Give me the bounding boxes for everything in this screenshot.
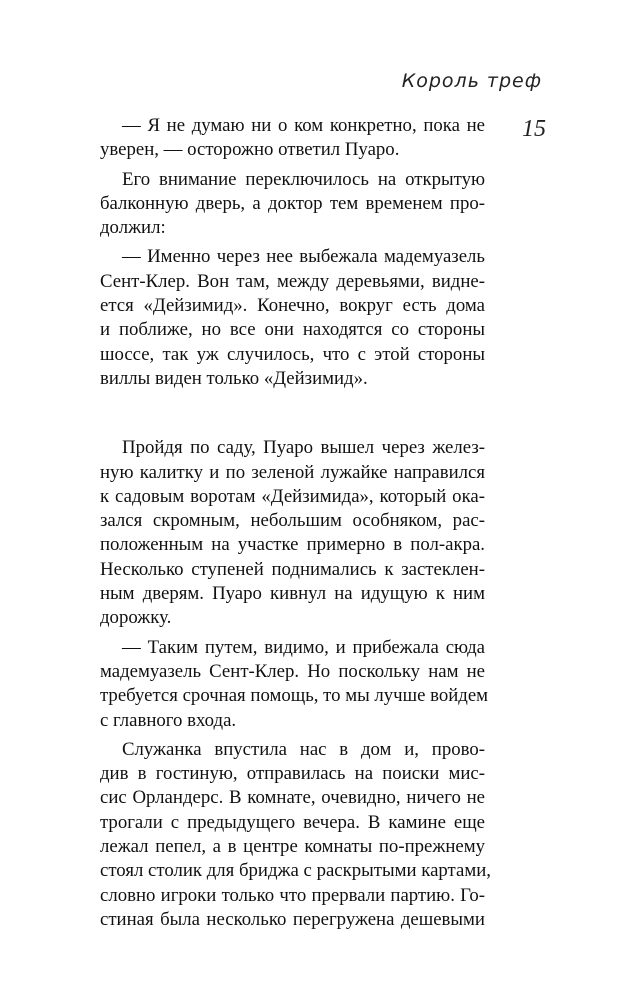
text-line: требуется срочная помощь, то мы лучше войдем (100, 685, 489, 707)
text-line: стиная была несколько перегружена дешевыми (100, 908, 485, 930)
text-line: шоссе, так уж случилось, что с этой стороны (100, 343, 485, 365)
text-line: Несколько ступеней поднимались к застеклен- (100, 558, 485, 580)
text-line: — Таким путем, видимо, и прибежала сюда (122, 636, 485, 658)
text-line: ется «Дейзимид». Конечно, вокруг есть дома (100, 295, 485, 317)
text-line: словно игроки только что прервали партию. Го- (100, 884, 485, 906)
paragraph (100, 436, 485, 630)
paragraph (100, 738, 491, 932)
text-line: — Именно через нее выбежала мадемуазель (122, 246, 485, 268)
text-line: сис Орландерс. В комнате, очевидно, ничего не (100, 787, 485, 809)
text-line: ным дверям. Пуаро кивнул на идущую к ним (100, 583, 485, 605)
text-line: див в гостиную, отправилась на поиски мис- (100, 763, 485, 785)
text-line: к садовым воротам «Дейзимида», который ока- (100, 485, 485, 507)
text-line: Сент-Клер. Вон там, между деревьями, видне- (100, 270, 485, 292)
text-line: дорожку. (100, 607, 172, 629)
text-line: ную калитку и по зеленой лужайке направился (100, 461, 485, 483)
text-line: Его внимание переключилось на открытую (122, 168, 485, 190)
text-line: Пройдя по саду, Пуаро вышел через желез- (122, 437, 485, 459)
paragraph (100, 636, 489, 733)
text-line: уверен, — осторожно ответил Пуаро. (100, 139, 400, 161)
section-break (100, 396, 485, 436)
paragraph (100, 168, 485, 241)
text-line: — Я не думаю ни о ком конкретно, пока не (122, 115, 485, 136)
text-line: стоял столик для бриджа с раскрытыми картами, (100, 860, 491, 882)
text-line: Служанка впустила нас в дом и, прово- (122, 738, 485, 760)
running-title: Король треф (401, 70, 542, 92)
text-line: зался скромным, небольшим особняком, рас- (100, 510, 485, 532)
text-line: положенным на участке примерно в пол-акра. (100, 534, 485, 556)
paragraph (100, 114, 485, 163)
paragraph (100, 245, 485, 391)
text-line: трогали с предыдущего вечера. В камине еще (100, 811, 485, 833)
text-line: мадемуазель Сент-Клер. Но поскольку нам не (100, 660, 485, 682)
text-line: балконную дверь, а доктор тем временем про- (100, 192, 485, 214)
page-number: 15 (522, 116, 546, 142)
text-line: лежал пепел, а в центре комнаты по-прежнему (100, 836, 485, 858)
text-line: должил: (100, 217, 166, 239)
text-line: с главного входа. (100, 709, 237, 731)
text-line: и поближе, но все они находятся со стороны (100, 319, 485, 341)
text-line: виллы виден только «Дейзимид». (100, 367, 368, 389)
body-text (100, 114, 491, 937)
